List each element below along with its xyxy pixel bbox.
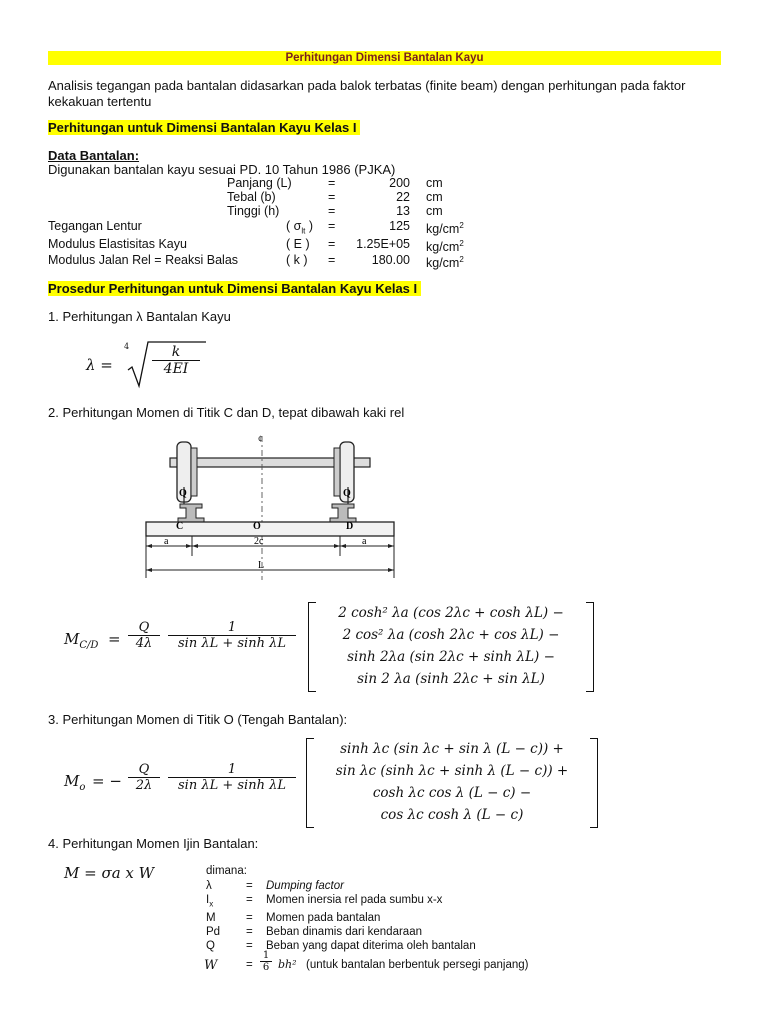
lambda-lhs: λ = bbox=[86, 356, 113, 374]
step-4-heading: 4. Perhitungan Momen Ijin Bantalan: bbox=[48, 836, 259, 851]
legend-eq: = bbox=[246, 926, 253, 939]
legend-eq: = bbox=[246, 940, 253, 953]
mo-equals: = − bbox=[92, 772, 122, 790]
mcd-line-1: 2 cosh² λa (cos 2λc + cosh λL) − bbox=[338, 605, 564, 621]
legend-table bbox=[206, 879, 476, 953]
allowable-moment-equation: M = σa x W bbox=[64, 864, 155, 882]
legend-desc: Dumping factor bbox=[266, 880, 344, 892]
legend-desc: Momen pada bantalan bbox=[266, 912, 381, 925]
mcd-bracket bbox=[308, 602, 594, 692]
mo-fraction-2 bbox=[168, 762, 296, 793]
mcd-line-3: sinh 2λa (sin 2λc + sinh λL) − bbox=[347, 649, 555, 665]
load-q-left: Q bbox=[179, 488, 187, 499]
sleeper-diagram bbox=[140, 432, 400, 584]
mcd-equals: = bbox=[108, 630, 121, 648]
mcd-fraction-1 bbox=[128, 620, 160, 651]
step-2-heading: 2. Perhitungan Momen di Titik C dan D, tepat dibawah kaki rel bbox=[48, 405, 405, 420]
mcd-equation bbox=[64, 620, 304, 660]
page-title: Perhitungan Dimensi Bantalan Kayu bbox=[48, 51, 721, 65]
param-label: Tegangan Lentur bbox=[48, 219, 142, 233]
param-symbol: Panjang (L) bbox=[227, 176, 292, 190]
w-num: 1 bbox=[260, 950, 272, 962]
param-value: 13 bbox=[396, 204, 410, 218]
legend-symbol: λ bbox=[206, 880, 212, 892]
w-expr: bh² bbox=[278, 958, 297, 971]
mo-subscript: o bbox=[79, 782, 86, 793]
param-unit: cm bbox=[426, 190, 443, 204]
param-symbol: Tebal (b) bbox=[227, 190, 276, 204]
mo-line-4: cos λc cosh λ (L − c) bbox=[380, 807, 524, 823]
mo-line-2: sin λc (sinh λc + sinh λ (L − c)) + bbox=[335, 763, 569, 779]
lambda-denominator: 4EI bbox=[163, 361, 189, 377]
centerline-mark: ¢ bbox=[258, 434, 263, 444]
mcd-fraction-2 bbox=[168, 620, 296, 651]
param-symbol: ( E ) bbox=[286, 237, 310, 251]
lambda-numerator: k bbox=[152, 344, 200, 361]
legend-eq: = bbox=[246, 894, 253, 906]
dim-a-right: a bbox=[362, 536, 367, 547]
param-unit: $kg/cm^2$ bbox=[426, 255, 464, 271]
param-eq: = bbox=[328, 219, 336, 233]
param-eq: = bbox=[328, 237, 336, 251]
mcd-lhs bbox=[64, 630, 98, 651]
legend-heading: dimana: bbox=[206, 865, 247, 877]
mo-f2-den: sin λL + sinh λL bbox=[178, 778, 286, 793]
mcd-f2-den: sin λL + sinh λL bbox=[178, 636, 286, 651]
mo-bracket bbox=[306, 738, 598, 828]
param-eq: = bbox=[328, 253, 336, 267]
param-label: Modulus Elastisitas Kayu bbox=[48, 237, 187, 251]
legend-symbol: M bbox=[206, 912, 216, 925]
param-symbol: ( k ) bbox=[286, 253, 308, 267]
mo-lhs bbox=[64, 772, 85, 793]
legend-row bbox=[206, 893, 476, 911]
param-unit: cm bbox=[426, 176, 443, 190]
section-heading-1: Perhitungan untuk Dimensi Bantalan Kayu Kelas I bbox=[48, 120, 360, 135]
mo-symbol: M bbox=[64, 772, 80, 790]
load-q-right: Q bbox=[343, 488, 351, 499]
legend-symbol: Q bbox=[206, 940, 215, 953]
mcd-f1-num: Q bbox=[128, 620, 160, 636]
dim-L: L bbox=[258, 560, 265, 571]
dim-2c: 2c bbox=[254, 536, 264, 547]
mo-line-3: cosh λc cos λ (L − c) − bbox=[372, 785, 532, 801]
param-symbol: ( $\sigma_{lt}$ ) bbox=[286, 219, 313, 236]
param-unit: cm bbox=[426, 204, 443, 218]
legend-symbol: Pd bbox=[206, 926, 221, 939]
legend-desc: Beban dinamis dari kendaraan bbox=[266, 926, 422, 939]
data-heading: Data Bantalan: bbox=[48, 148, 140, 163]
mcd-line-2: 2 cos² λa (cosh 2λc + cos λL) − bbox=[342, 627, 560, 643]
param-eq: = bbox=[328, 176, 336, 190]
legend-row bbox=[206, 925, 476, 939]
mcd-symbol: M bbox=[64, 630, 80, 648]
param-eq: = bbox=[328, 190, 336, 204]
param-unit: $kg/cm^2$ bbox=[426, 221, 464, 237]
param-unit: $kg/cm^2$ bbox=[426, 239, 464, 255]
data-source: Digunakan bantalan kayu sesuai PD. 10 Tahun 1986 (PJKA) bbox=[48, 162, 396, 177]
intro-paragraph: Analisis tegangan pada bantalan didasarkan pada balok terbatas (finite beam) dengan perhitungan pada faktor kekakuan tertentu bbox=[48, 78, 686, 109]
w-symbol: W bbox=[204, 958, 218, 973]
param-value: 1.25E+05 bbox=[356, 237, 410, 251]
mo-line-1: sinh λc (sin λc + sin λ (L − c)) + bbox=[340, 741, 564, 757]
mo-f2-num: 1 bbox=[168, 762, 296, 778]
legend-desc: Momen inersia rel pada sumbu x-x bbox=[266, 894, 443, 906]
param-value: 180.00 bbox=[371, 253, 410, 267]
w-eq: = bbox=[246, 959, 253, 971]
mcd-f2-num: 1 bbox=[168, 620, 296, 636]
lambda-fraction bbox=[152, 344, 200, 377]
mo-fraction-1 bbox=[128, 762, 160, 793]
param-value: 125 bbox=[389, 219, 410, 233]
point-d: D bbox=[346, 521, 354, 532]
legend-eq: = bbox=[246, 880, 253, 892]
point-o: O bbox=[253, 521, 261, 532]
mcd-line-4: sin 2 λa (sinh 2λc + sin λL) bbox=[357, 671, 545, 687]
param-label: Modulus Jalan Rel = Reaksi Balas bbox=[48, 253, 239, 267]
mo-f1-num: Q bbox=[128, 762, 160, 778]
point-c: C bbox=[176, 521, 184, 532]
sleeper-drawing bbox=[140, 432, 400, 584]
param-value: 200 bbox=[389, 176, 410, 190]
dim-a-left: a bbox=[164, 536, 169, 547]
param-eq: = bbox=[328, 204, 336, 218]
legend-eq: = bbox=[246, 912, 253, 925]
mcd-subscript: C/D bbox=[79, 640, 99, 651]
mcd-f1-den: 4λ bbox=[135, 636, 153, 651]
step-3-heading: 3. Perhitungan Momen di Titik O (Tengah Bantalan): bbox=[48, 712, 348, 727]
param-symbol: Tinggi (h) bbox=[227, 204, 280, 218]
legend-desc: Beban yang dapat diterima oleh bantalan bbox=[266, 940, 476, 953]
section-heading-2: Prosedur Perhitungan untuk Dimensi Bantalan Kayu Kelas I bbox=[48, 281, 421, 296]
mo-equation bbox=[64, 762, 304, 802]
legend-row bbox=[206, 911, 476, 925]
step-1-heading: 1. Perhitungan λ Bantalan Kayu bbox=[48, 309, 231, 324]
legend-row bbox=[206, 879, 476, 893]
w-den: 6 bbox=[262, 962, 270, 973]
w-fraction bbox=[260, 950, 272, 973]
w-desc: (untuk bantalan berbentuk persegi panjang) bbox=[306, 959, 529, 971]
root-index: 4 bbox=[124, 342, 130, 351]
mo-f1-den: 2λ bbox=[135, 778, 153, 793]
param-value: 22 bbox=[396, 190, 410, 204]
section-modulus-formula bbox=[204, 950, 624, 982]
legend-symbol: $I_x$ bbox=[206, 894, 214, 909]
